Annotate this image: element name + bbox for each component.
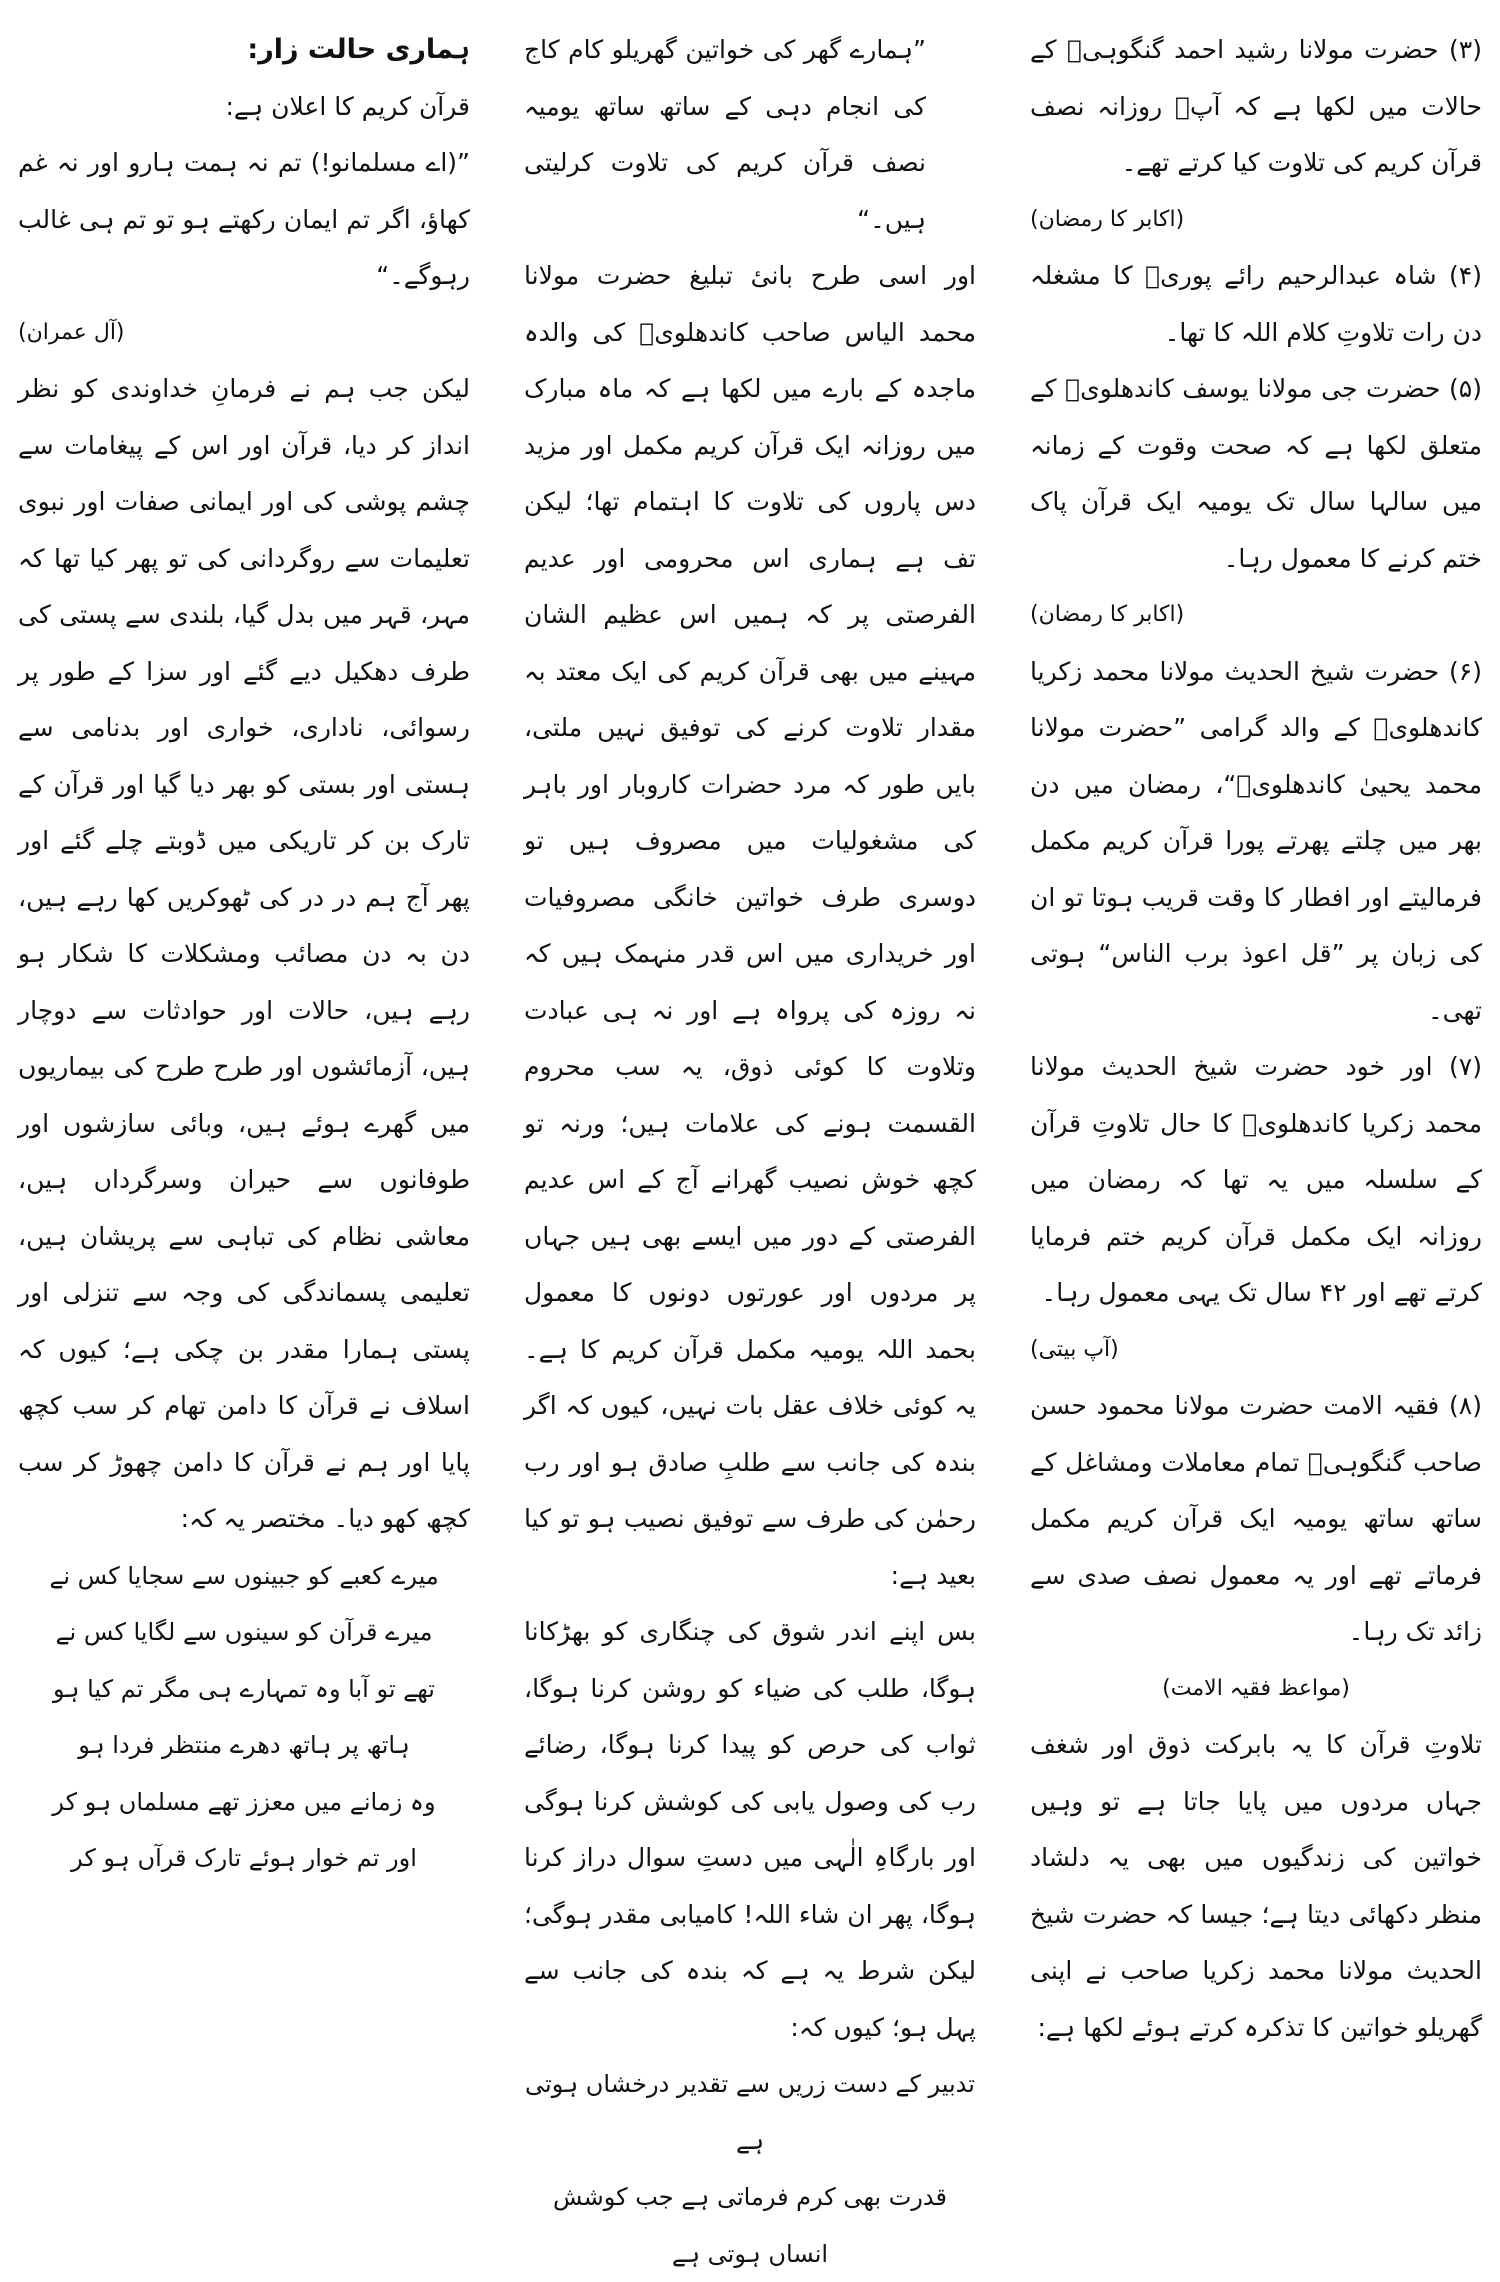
paragraph-7: (۷) اور خود حضرت شیخ الحدیث مولانا محمد زکریا کاندھلویؒ کا حال تلاوتِ قرآن کے سلسلہ میں یہ تھا کہ رمضان میں روزانہ ایک مکمل قرآن کریم ختم فرمایا کرتے تھے اور ۴۲ سال تک یہی معمول رہا۔ bbox=[1030, 1052, 1482, 1307]
reference: (آپ بیتی) bbox=[1030, 1336, 1119, 1362]
verse-line: قدرت بھی کرم فرماتی ہے جب کوشش انساں ہوتی ہے bbox=[553, 2183, 947, 2268]
block-quote: ”ہمارے گھر کی خواتین گھریلو کام کاج کی انجام دہی کے ساتھ ساتھ یومیہ نصف قرآن کریم کی تلاوت کرلیتی ہیں۔“ bbox=[524, 35, 926, 234]
paragraph-9: تلاوتِ قرآن کا یہ بابرکت ذوق اور شغف جہاں مردوں میں پایا جاتا ہے تو وہیں خواتین کی زندگیوں میں بھی یہ دلشاد منظر دکھائی دیتا ہے؛ جیسا کہ حضرت شیخ الحدیث مولانا محمد زکریا صاحب نے اپنی گھریلو خواتین کا تذکرہ کرتے ہوئے لکھا ہے: bbox=[1030, 1730, 1482, 2042]
column-right bbox=[1030, 22, 1482, 2182]
poem-line: ہاتھ پر ہاتھ دھرے منتظر فردا ہو bbox=[78, 1731, 410, 1759]
paragraph: لیکن جب ہم نے فرمانِ خداوندی کو نظر انداز کر دیا، قرآن اور اس کے پیغامات سے چشم پوشی کی اور ایمانی صفات اور نبوی تعلیمات سے روگردانی کی تو پھر کیا تھا کہ مہر، قہر میں بدل گیا، بلندی سے پستی کی طرف دھکیل دیے گئے اور سزا کے طور پر رسوائی، ناداری، خواری اور بدنامی سے ہستی اور بستی کو بھر دیا گیا اور قرآن کے تارک بن کر تاریکی میں ڈوبتے چلے گئے اور پھر آج ہم در در کی ٹھوکریں کھا رہے ہیں، دن بہ دن مصائب ومشکلات کا شکار ہو رہے ہیں، حالات اور حوادثات سے دوچار ہیں، آزمائشوں اور طرح طرح کی بیماریوں میں گھرے ہوئے ہیں، وبائی سازشوں اور طوفانوں سے حیران وسرگرداں ہیں، معاشی نظام کی تباہی سے پریشان ہیں، تعلیمی پسماندگی کی وجہ سے تنزلی اور پستی ہمارا مقدر بن چکی ہے؛ کیوں کہ اسلاف نے قرآن کا دامن تھام کر سب کچھ پایا اور ہم نے قرآن کا دامن چھوڑ کر سب کچھ کھو دیا۔ مختصر یہ کہ: bbox=[18, 374, 470, 1533]
paragraph-8: (۸) فقیہ الامت حضرت مولانا محمود حسن صاحب گنگوہیؒ تمام معاملات ومشاغل کے ساتھ ساتھ یومیہ ایک قرآن کریم مکمل فرماتے تھے اور یہ معمول نصف صدی سے زائد تک رہا۔ bbox=[1030, 1391, 1482, 1646]
poem-line: میرے کعبے کو جبینوں سے سجایا کس نے bbox=[49, 1561, 439, 1590]
verse-line: تدبیر کے دست زریں سے تقدیر درخشاں ہوتی ہے bbox=[525, 2070, 975, 2155]
reference: (آل عمران) bbox=[18, 319, 125, 345]
poem-line: وہ زمانے میں معزز تھے مسلماں ہو کر bbox=[52, 1787, 436, 1816]
block-quote: ”(اے مسلمانو!) تم نہ ہمت ہارو اور نہ غم کھاؤ، اگر تم ایمان رکھتے ہو تو تم ہی غالب رہوگے۔“ bbox=[18, 148, 470, 290]
paragraph: اور اسی طرح بانیٔ تبلیغ حضرت مولانا محمد الیاس صاحب کاندھلویؒ کی والدہ ماجدہ کے بارے میں لکھا ہے کہ ماہ مبارک میں روزانہ ایک قرآن کریم مکمل اور مزید دس پاروں کی تلاوت کا اہتمام تھا؛ لیکن تف ہے ہماری اس محرومی اور عدیم الفرصتی پر کہ ہمیں اس عظیم الشان مہینے میں بھی قرآن کریم کی ایک معتد بہ مقدار تلاوت کرنے کی توفیق نہیں ملتی، بایں طور کہ مرد حضرات کاروبار اور باہر کی مشغولیات میں مصروف ہیں تو دوسری طرف خواتین خانگی مصروفیات اور خریداری میں اس قدر منہمک ہیں کہ نہ روزہ کی پرواہ ہے اور نہ ہی عبادت وتلاوت کا کوئی ذوق، یہ سب محروم القسمت ہونے کی علامات ہیں؛ ورنہ تو کچھ خوش نصیب گھرانے آج کے اس عدیم الفرصتی کے دور میں ایسے بھی ہیں جہاں پر مردوں اور عورتوں دونوں کا معمول بحمد اللہ یومیہ مکمل قرآن کریم کا ہے۔ یہ کوئی خلاف عقل بات نہیں، کیوں کہ اگر بندہ کی جانب سے طلبِ صادق ہو اور رب رحمٰن کی طرف سے توفیق نصیب ہو تو کیا بعید ہے: bbox=[524, 261, 976, 1590]
poem-line: میرے قرآن کو سینوں سے لگایا کس نے bbox=[55, 1618, 433, 1646]
reference: (اکابر کا رمضان) bbox=[1030, 602, 1185, 627]
paragraph-5: (۵) حضرت جی مولانا یوسف کاندھلویؒ کے متعلق لکھا ہے کہ صحت وقوت کے زمانہ میں سالہا سال تک یومیہ ایک قرآن پاک ختم کرنے کا معمول رہا۔ bbox=[1030, 374, 1482, 573]
reference: (اکابر کا رمضان) bbox=[1030, 206, 1185, 232]
verse bbox=[524, 2056, 976, 2282]
column-left bbox=[18, 22, 470, 2182]
intro: قرآن کریم کا اعلان ہے: bbox=[225, 91, 470, 121]
page bbox=[18, 22, 1482, 2268]
poem-line: تھے تو آبا وہ تمہارے ہی مگر تم کیا ہو bbox=[53, 1674, 435, 1703]
paragraph: بس اپنے اندر شوق کی چنگاری کو بھڑکانا ہوگا، طلب کی ضیاء کو روشن کرنا ہوگا، ثواب کی حرص کو پیدا کرنا ہوگا، رضائے رب کی وصول یابی کی کوشش کرنا ہوگی اور بارگاہِ الٰہی میں دستِ سوال دراز کرنا ہوگا، پھر ان شاء اللہ! کامیابی مقدر ہوگی؛ لیکن شرط یہ ہے کہ بندہ کی جانب سے پہل ہو؛ کیوں کہ: bbox=[524, 1617, 976, 2042]
column-middle bbox=[524, 22, 976, 2268]
section-heading: ہماری حالت زار: bbox=[247, 34, 470, 65]
poem-line: اور تم خوار ہوئے تارک قرآں ہو کر bbox=[71, 1844, 417, 1872]
paragraph-6: (۶) حضرت شیخ الحدیث مولانا محمد زکریا کاندھلویؒ کے والد گرامی ”حضرت مولانا محمد یحییٰ کاندھلویؒ“، رمضان میں دن بھر میں چلتے پھرتے پورا قرآن کریم مکمل فرمالیتے اور افطار کا وقت قریب ہوتا تو ان کی زبان پر ”قل اعوذ برب الناس“ ہوتی تھی۔ bbox=[1030, 656, 1482, 1025]
poem bbox=[18, 1548, 470, 1887]
paragraph-4: (۴) شاہ عبدالرحیم رائے پوریؒ کا مشغلہ دن رات تلاوتِ کلام اللہ کا تھا۔ bbox=[1030, 261, 1482, 347]
paragraph-3: (۳) حضرت مولانا رشید احمد گنگوہیؒ کے حالات میں لکھا ہے کہ آپؒ روزانہ نصف قرآن کریم کی تلاوت کیا کرتے تھے۔ bbox=[1030, 35, 1482, 177]
reference: (مواعظ فقیہ الامت) bbox=[1162, 1675, 1350, 1701]
